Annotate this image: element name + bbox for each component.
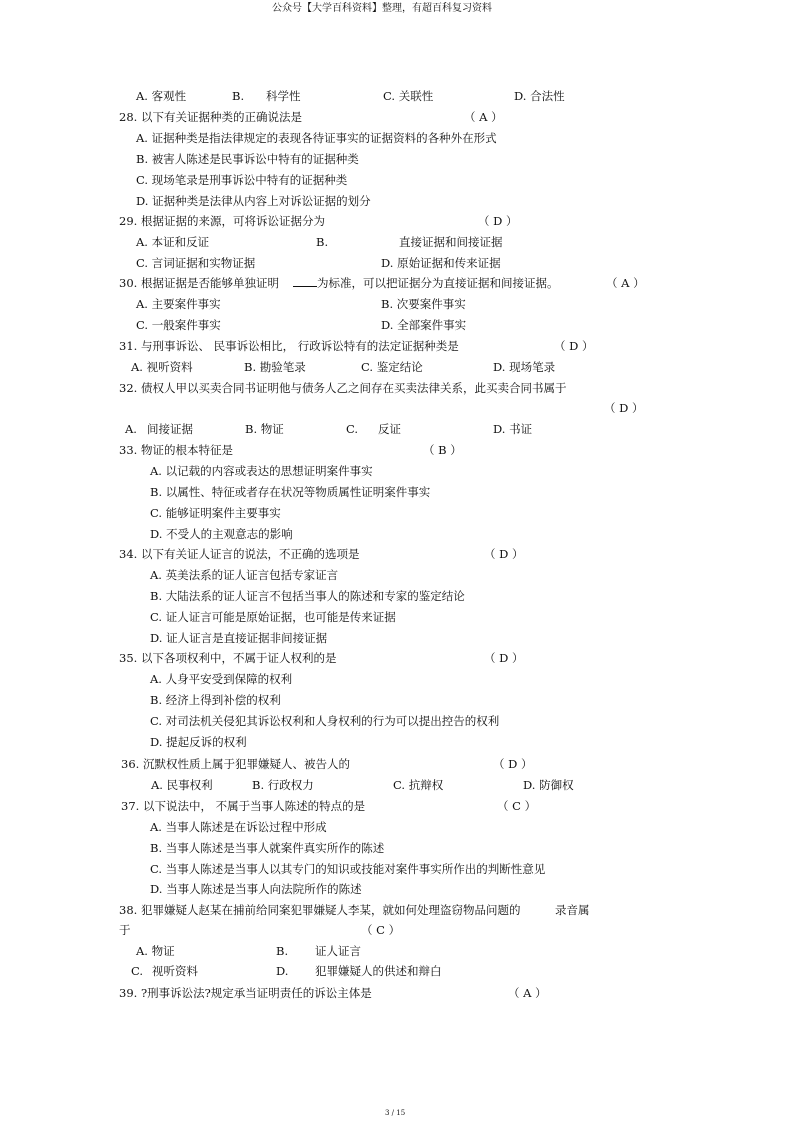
q38-option-b-letter: B. <box>276 944 289 958</box>
q33-option-d: D. 不受人的主观意志的影响 <box>150 527 293 541</box>
q30-option-b: B. 次要案件事实 <box>381 297 466 311</box>
q29-option-d: D. 原始证据和传来证据 <box>381 256 501 270</box>
q32-option-c-text: 反证 <box>378 422 401 436</box>
q36-option-d: D. 防御权 <box>523 778 574 792</box>
q38-stem-wrap: 于 <box>119 923 131 937</box>
q31-option-a: A. 视听资料 <box>131 360 193 374</box>
q34-answer: （ D ） <box>484 547 524 561</box>
page-header: 公众号【大学百科资料】整理，有超百科复习资料 <box>272 3 492 14</box>
q38-answer: （ C ） <box>361 923 401 937</box>
q36-option-a: A. 民事权利 <box>151 778 213 792</box>
q29-option-b-letter: B. <box>316 235 329 249</box>
q33-option-a: A. 以记载的内容或表达的思想证明案件事实 <box>150 464 373 478</box>
q38-option-c-letter: C. <box>131 964 144 978</box>
q32-option-a-letter: A. <box>125 422 137 436</box>
q32-answer: （ D ） <box>604 401 644 415</box>
q28-option-b: B. 被害人陈述是民事诉讼中特有的证据种类 <box>136 152 359 166</box>
q35-option-d: D. 提起反诉的权利 <box>150 735 247 749</box>
q33-option-b: B. 以属性、特征或者存在状况等物质属性证明案件事实 <box>150 485 431 499</box>
q29-option-c: C. 言词证据和实物证据 <box>136 256 256 270</box>
q36-option-b: B. 行政权力 <box>252 778 314 792</box>
q29-stem: 29. 根据证据的来源，可将诉讼证据分为 <box>119 214 325 228</box>
q34-stem: 34. 以下有关证人证言的说法，不正确的选项是 <box>119 547 360 561</box>
q36-option-c: C. 抗辩权 <box>393 778 444 792</box>
q38-option-a: A. 物证 <box>136 944 175 958</box>
q35-option-c: C. 对司法机关侵犯其诉讼权利和人身权利的行为可以提出控告的权利 <box>150 714 500 728</box>
q34-option-c: C. 证人证言可能是原始证据，也可能是传来证据 <box>150 610 396 624</box>
q35-answer: （ D ） <box>484 651 524 665</box>
q38-option-c-text: 视听资料 <box>152 964 198 978</box>
q37-option-b: B. 当事人陈述是当事人就案件真实所作的陈述 <box>150 841 385 855</box>
q38-option-d-text: 犯罪嫌疑人的供述和辩白 <box>315 964 442 978</box>
q35-option-a: A. 人身平安受到保障的权利 <box>150 672 293 686</box>
q28-stem: 28. 以下有关证据种类的正确说法是 <box>119 110 302 124</box>
q37-option-a: A. 当事人陈述是在诉讼过程中形成 <box>150 820 327 834</box>
q30-stem <box>119 276 558 290</box>
q28-option-c: C. 现场笔录是刑事诉讼中特有的证据种类 <box>136 173 348 187</box>
q30-option-d: D. 全部案件事实 <box>381 318 467 332</box>
q30-answer: （ A ） <box>606 276 645 290</box>
q31-answer: （ D ） <box>554 339 594 353</box>
q27-option-b-text: 科学性 <box>266 89 301 103</box>
q31-option-b: B. 勘验笔录 <box>244 360 306 374</box>
q37-stem: 37. 以下说法中， 不属于当事人陈述的特点的是 <box>121 799 366 813</box>
q33-option-c: C. 能够证明案件主要事实 <box>150 506 281 520</box>
page-footer: 3 / 15 <box>385 1109 406 1117</box>
q38-option-d-letter: D. <box>276 964 289 978</box>
q27-option-d: D. 合法性 <box>514 89 565 103</box>
q36-answer: （ D ） <box>493 757 533 771</box>
q32-option-a-text: 间接证据 <box>147 422 193 436</box>
q32-option-b: B. 物证 <box>245 422 284 436</box>
q38-stem-end: 录音属 <box>555 903 590 917</box>
q34-option-a: A. 英美法系的证人证言包括专家证言 <box>150 568 339 582</box>
q30-option-a: A. 主要案件事实 <box>136 297 221 311</box>
q29-option-b-text: 直接证据和间接证据 <box>399 235 503 249</box>
q27-option-c: C. 关联性 <box>383 89 434 103</box>
q38-stem-start: 38. 犯罪嫌疑人赵某在捕前给同案犯罪嫌疑人李某，就如何处理盗窃物品问题的 <box>119 903 521 917</box>
q28-option-a: A. 证据种类是指法律规定的表现各待证事实的证据资料的各种外在形式 <box>136 131 497 145</box>
q35-stem: 35. 以下各项权利中，不属于证人权利的是 <box>119 651 337 665</box>
q32-stem: 32. 债权人甲以买卖合同书证明他与债务人乙之间存在买卖法律关系，此买卖合同书属于 <box>119 381 567 395</box>
q38-option-b-text: 证人证言 <box>315 944 361 958</box>
q29-answer: （ D ） <box>478 214 518 228</box>
q30-option-c: C. 一般案件事实 <box>136 318 221 332</box>
q35-option-b: B. 经济上得到补偿的权利 <box>150 693 281 707</box>
q30-stem-end: 为标准，可以把证据分为直接证据和间接证据。 <box>316 276 559 290</box>
q28-answer: （ A ） <box>464 110 503 124</box>
q33-answer: （ B ） <box>423 443 462 457</box>
q29-option-a: A. 本证和反证 <box>136 235 210 249</box>
q39-answer: （ A ） <box>508 986 547 1000</box>
q32-option-c-letter: C. <box>346 422 359 436</box>
q34-option-b: B. 大陆法系的证人证言不包括当事人的陈述和专家的鉴定结论 <box>150 589 465 603</box>
q31-stem: 31. 与刑事诉讼、 民事诉讼相比， 行政诉讼特有的法定证据种类是 <box>119 339 459 353</box>
q36-stem: 36. 沉默权性质上属于犯罪嫌疑人、被告人的 <box>121 757 350 771</box>
q37-option-c: C. 当事人陈述是当事人以其专门的知识或技能对案件事实所作出的判断性意见 <box>150 862 546 876</box>
q34-option-d: D. 证人证言是直接证据非间接证据 <box>150 631 328 645</box>
q39-stem: 39. ?刑事诉讼法?规定承当证明责任的诉讼主体是 <box>119 986 372 1000</box>
q27-option-b-letter: B. <box>232 89 245 103</box>
q30-stem-start: 30. 根据证据是否能够单独证明 <box>119 276 279 290</box>
q30-blank <box>293 276 317 287</box>
q37-option-d: D. 当事人陈述是当事人向法院所作的陈述 <box>150 882 362 896</box>
q31-option-c: C. 鉴定结论 <box>361 360 423 374</box>
q33-stem: 33. 物证的根本特征是 <box>119 443 233 457</box>
q37-answer: （ C ） <box>497 799 537 813</box>
q28-option-d: D. 证据种类是法律从内容上对诉讼证据的划分 <box>136 194 371 208</box>
q27-option-a: A. 客观性 <box>136 89 187 103</box>
q32-option-d: D. 书证 <box>493 422 533 436</box>
q31-option-d: D. 现场笔录 <box>493 360 556 374</box>
